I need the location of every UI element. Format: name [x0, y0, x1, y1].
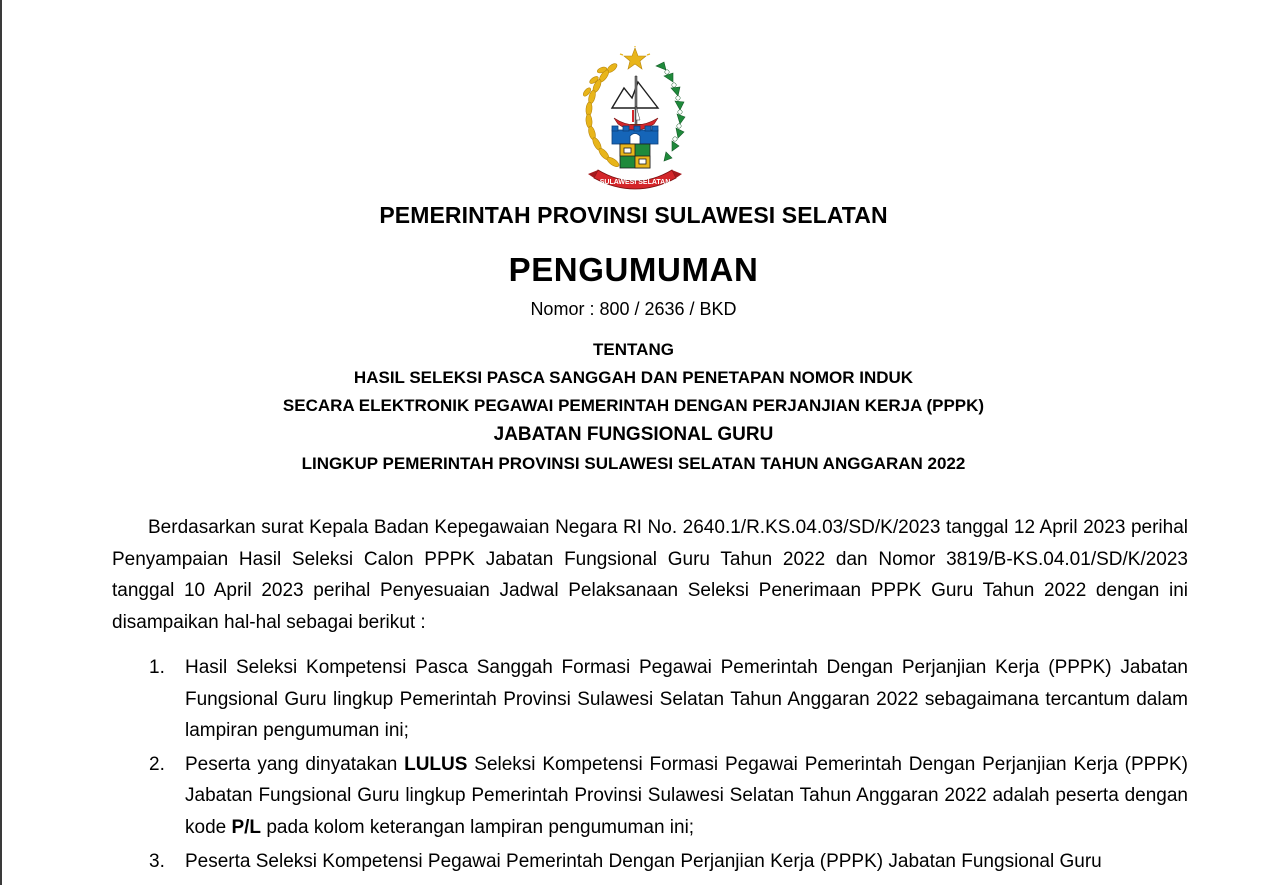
- subject-intro: TENTANG: [593, 340, 674, 359]
- list-item-number: 2.: [149, 753, 165, 775]
- document-title: PENGUMUMAN: [508, 251, 759, 288]
- document-number: Nomor : 800 / 2636 / BKD: [530, 299, 737, 319]
- subject-line-4: LINGKUP PEMERINTAH PROVINSI SULAWESI SELATAN TAHUN ANGGARAN 2022: [301, 454, 966, 473]
- document-page: [2, 0, 1265, 885]
- list-item-text-part: Peserta yang dinyatakan: [185, 753, 405, 775]
- subject-line-3: JABATAN FUNGSIONAL GURU: [493, 424, 774, 445]
- list-item: [112, 846, 1188, 878]
- list-item: [112, 652, 1188, 747]
- announcement-list: [112, 652, 1188, 879]
- emblem-ribbon-text: SULAWESI SELATAN: [599, 179, 671, 186]
- list-item-text-part: pada kolom keterangan lampiran pengumuman ini;: [261, 816, 695, 838]
- list-item-text: Peserta Seleksi Kompetensi Pegawai Pemerintah Dengan Perjanjian Kerja (PPPK) Jabatan Fungsional Guru: [185, 850, 1102, 872]
- coat-of-arms-icon: [574, 46, 696, 192]
- list-item: [112, 749, 1188, 844]
- list-item-bold-code: P/L: [231, 816, 262, 838]
- subject-line-1: HASIL SELEKSI PASCA SANGGAH DAN PENETAPAN NOMOR INDUK: [353, 368, 914, 387]
- list-item-bold-lulus: LULUS: [404, 753, 468, 775]
- list-item-number: 3.: [149, 850, 165, 872]
- list-item-text: Hasil Seleksi Kompetensi Pasca Sanggah Formasi Pegawai Pemerintah Dengan Perjanjian Kerja (PPPK) Jabatan Fungsional Guru lingkup Pemerintah Provinsi Sulawesi Selatan Tahun Anggaran 2022 sebagaimana tercantum dalam lampiran pengumuman ini;: [185, 657, 1188, 742]
- government-name: PEMERINTAH PROVINSI SULAWESI SELATAN: [379, 202, 888, 228]
- subject-line-2: SECARA ELEKTRONIK PEGAWAI PEMERINTAH DENGAN PERJANJIAN KERJA (PPPK): [282, 396, 985, 415]
- list-item-number: 1.: [149, 657, 165, 678]
- list-item-text-part: Seleksi Kompetensi Formasi Pegawai Pemerintah Dengan Perjanjian Kerja (PPPK) Jabatan Fungsional Guru lingkup Pemerintah Provinsi Sulawesi Selatan Tahun Anggaran 2022 adalah peserta dengan kode: [185, 753, 1188, 838]
- opening-paragraph: Berdasarkan surat Kepala Badan Kepegawaian Negara RI No. 2640.1/R.KS.04.03/SD/K/2023 tanggal 12 April 2023 perihal Penyampaian Hasil Seleksi Calon PPPK Jabatan Fungsional Guru Tahun 2022 dan Nomor 3819/B-KS.04.01/SD/K/2023 tanggal 10 April 2023 perihal Penyesuaian Jadwal Pelaksanaan Seleksi Penerimaan PPPK Guru Tahun 2022 dengan ini disampaikan hal-hal sebagai berikut :: [112, 517, 1188, 633]
